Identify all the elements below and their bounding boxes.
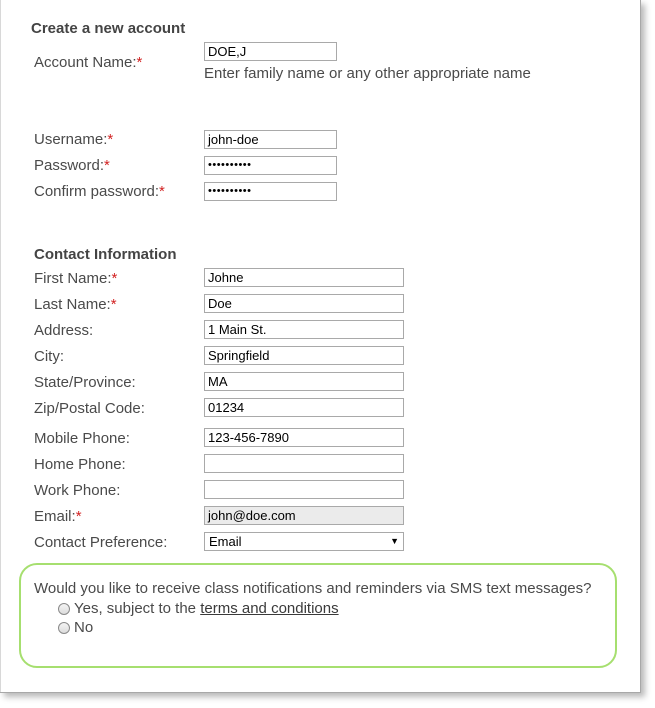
password-label [34,157,110,174]
radio-no[interactable] [58,622,70,634]
work-phone-input[interactable] [204,480,404,499]
home-phone-input[interactable] [204,454,404,473]
home-phone-label: Home Phone: [34,456,126,473]
sms-no-label: No [74,619,94,636]
last-name-input[interactable]: Doe [204,294,404,313]
page-title: Create a new account [31,20,186,37]
work-phone-label: Work Phone: [34,482,121,499]
required-marker: * [110,296,117,313]
last-name-label-text: Last Name: [34,296,111,313]
address-input[interactable]: 1 Main St. [204,320,404,339]
password-input[interactable]: •••••••••• [204,156,337,175]
required-marker: * [75,508,82,525]
username-input[interactable]: john-doe [204,130,337,149]
sms-question: Would you like to receive class notifications and reminders via SMS text messages? [34,580,592,597]
mobile-phone-input[interactable]: 123-456-7890 [204,428,404,447]
first-name-label-text: First Name: [34,270,112,287]
sms-yes-label: Yes, subject to the [74,600,201,617]
required-marker: * [159,183,165,200]
email-label [34,508,82,525]
username-label-text: Username: [34,131,108,148]
contact-section-title: Contact Information [34,246,177,263]
window-left-edge [0,0,1,692]
terms-link[interactable]: terms and conditions [200,600,339,617]
city-label: City: [34,348,64,365]
confirm-password-label [34,183,165,200]
contact-preference-label: Contact Preference: [34,534,168,551]
address-label: Address: [34,322,94,339]
required-marker: * [111,270,118,287]
email-input[interactable]: john@doe.com [204,506,404,525]
zip-label: Zip/Postal Code: [34,400,145,417]
dropdown-arrow-icon: ▼ [390,536,399,546]
mobile-phone-label: Mobile Phone: [34,430,130,447]
password-label-text: Password: [34,157,105,174]
username-label [34,131,113,148]
confirm-password-input[interactable]: •••••••••• [204,182,337,201]
state-input[interactable]: MA [204,372,404,391]
confirm-password-label-text: Confirm password: [34,183,160,200]
zip-input[interactable]: 01234 [204,398,404,417]
email-label-text: Email: [34,508,76,525]
sms-yes-option[interactable] [58,600,339,617]
contact-preference-select[interactable] [204,532,404,551]
required-marker: * [136,54,143,71]
contact-preference-value: Email [209,534,242,549]
last-name-label [34,296,117,313]
first-name-label [34,270,117,287]
account-name-label-text: Account Name: [34,54,137,71]
required-marker: * [107,131,114,148]
first-name-input[interactable]: Johne [204,268,404,287]
required-marker: * [104,157,110,174]
account-name-hint: Enter family name or any other appropriate name [204,65,531,82]
radio-yes[interactable] [58,603,70,615]
state-label: State/Province: [34,374,136,391]
sms-no-option[interactable] [58,619,93,636]
account-name-input[interactable]: DOE,J [204,42,337,61]
city-input[interactable]: Springfield [204,346,404,365]
account-name-label [34,54,142,71]
